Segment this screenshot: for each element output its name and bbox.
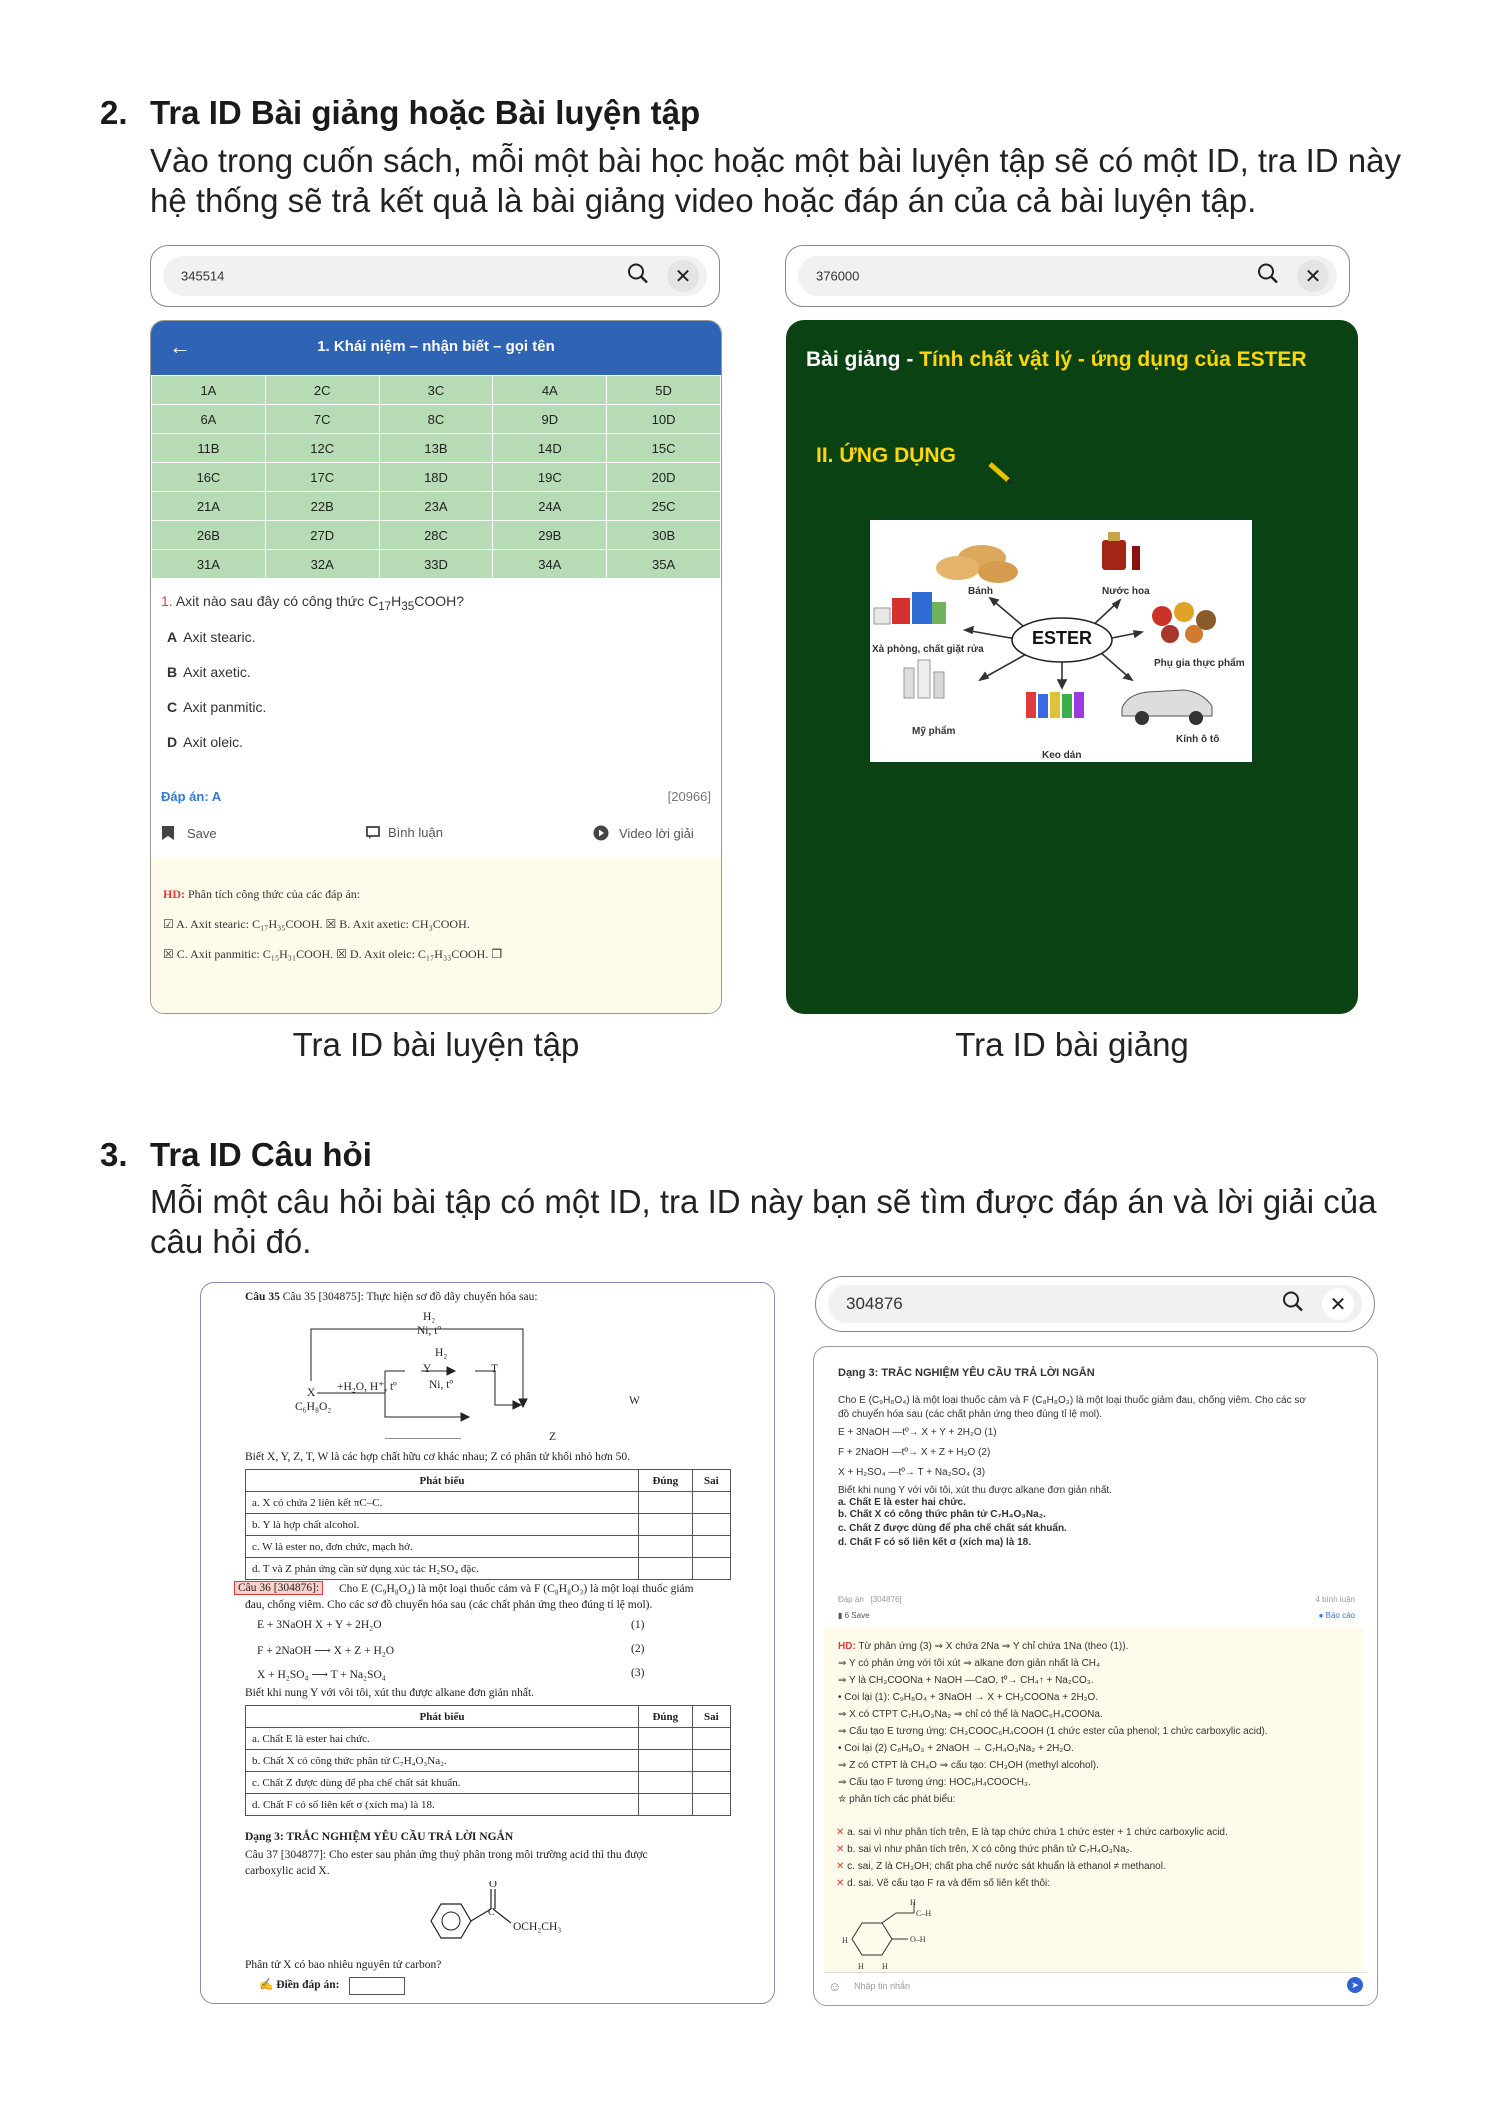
answer-cell: 31A bbox=[152, 550, 266, 579]
solution-line: ⇒ Cấu tạo E tương ứng: CH₃COOC₆H₄COOH (1 chức ester của phenol; 1 chức carboxylic acid). bbox=[838, 1726, 1268, 1737]
q36-highlight[interactable]: Câu 36 [304876]: bbox=[234, 1581, 323, 1595]
exercise-panel bbox=[150, 320, 722, 1014]
answer-cell: 15C bbox=[607, 434, 721, 463]
problem-line: d. Chất F có số liên kết σ (xích ma) là 18. bbox=[838, 1537, 1032, 1548]
answer-cell: 6A bbox=[152, 405, 266, 434]
svg-text:H: H bbox=[858, 1962, 864, 1971]
svg-text:H: H bbox=[842, 1936, 848, 1945]
exercise-search-bar bbox=[150, 245, 720, 307]
ester-structure bbox=[411, 1881, 551, 1951]
svg-text:C–H: C–H bbox=[916, 1909, 932, 1918]
problem-line: F + 2NaOH —tº→ X + Z + H₂O (2) bbox=[838, 1447, 991, 1458]
wrong-x-icon: ✕ bbox=[836, 1861, 848, 1872]
answer-cell: 25C bbox=[607, 492, 721, 521]
question-text: 1. Axit nào sau đây có công thức $C_{17}H_{35}COOH$? bbox=[161, 593, 465, 613]
wrong-statement-line: ✕ a. sai vì như phân tích trên, E là tạp chức chứa 1 chức ester + 1 chức carboxylic acid. bbox=[836, 1827, 1228, 1838]
answer-label: Đáp án: A bbox=[161, 789, 222, 804]
wrong-statement-line: ✕ d. sai. Vẽ cấu tạo F ra và đếm số liên kết thôi: bbox=[836, 1878, 1051, 1889]
close-icon[interactable]: ✕ bbox=[1297, 260, 1329, 292]
answer-table bbox=[151, 375, 721, 579]
answer-cell: 9D bbox=[493, 405, 607, 434]
answer-cell: 13B bbox=[379, 434, 493, 463]
problem-line: Biết khi nung Y với vôi tôi, xút thu được alkane đơn giản nhất. bbox=[838, 1485, 1112, 1496]
answer-row bbox=[152, 521, 721, 550]
answer-cell: 14D bbox=[493, 434, 607, 463]
answer-row bbox=[152, 463, 721, 492]
video-solution-button[interactable]: Video lời giải bbox=[593, 825, 694, 841]
answer-cell: 21A bbox=[152, 492, 266, 521]
answer-cell: 23A bbox=[379, 492, 493, 521]
search-icon[interactable] bbox=[1282, 1291, 1304, 1318]
report-button[interactable]: ● Báo cáo bbox=[1318, 1611, 1355, 1620]
mm-item-food-additive: Phụ gia thực phẩm bbox=[1154, 658, 1245, 669]
mm-item-cookies: Bánh bbox=[968, 586, 993, 597]
answer-cell: 7C bbox=[265, 405, 379, 434]
option-a[interactable]: A Axit stearic. bbox=[167, 629, 256, 645]
document-page: Câu 35 Câu 35 [304875]: Thực hiện sơ đồ dãy chuyển hóa sau: H₂ Ni, tº H₂ Ni, tº Y T +H₂O, H⁺, tº X C₆H₈O₂ W Z Biết X, Y, Z, T, W là các hợp chất hữu cơ khác nhau; Z có phân tử khối nhỏ hơn 50. Phát biểu Đúng Sai a. X có chứa 2 liên kết πC–C. b. Y là hợp chất alcohol. c. W là ester no, đơn chức, mạch hở. d. T và Z phản ứng cần sử dụng xúc tác H₂SO₄ đặc. Câu 36 [304876]: Cho E (C₉H₈O₄) là một loại thuốc cảm và F (C₈H₈O₃) là một loại thuốc giảm đau, chống viêm. Cho các sơ đồ chuyển hóa sau (các chất phản ứng theo đúng tỉ lệ mol). E + 3NaOH X + Y + 2H₂O (1) F + 2NaOH ⟶ X + Z + H₂O (2) X + H₂SO₄ ⟶ T + Na₂SO₄ (3) Biết khi nung Y với vôi tôi, xút thu được alkane đơn giản nhất. Phát biểu Đúng Sai a. Chất E là ester hai chức. b. Chất X có công thức phân tử C₇H₄O₃Na₂. c. Chất Z được dùng để pha chế chất sát khuẩn. d. Chất F có số liên kết σ (xích ma) là 18. Dạng 3: TRẮC NGHIỆM YÊU CẦU TRẢ LỜI NGẮN Câu 37 [304877]: Cho ester sau phản ứng thuỷ phân trong môi trường acid thì thu được carboxylic acid X. O C OCH₂CH₃ Phân tử X có bao nhiêu nguyên tử carbon? ✍ Điền đáp án: bbox=[200, 1282, 775, 2004]
lecture-title: Bài giảng - Tính chất vật lý - ứng dụng của ESTER bbox=[806, 348, 1307, 371]
exercise-header bbox=[151, 321, 721, 375]
comment-icon bbox=[366, 826, 380, 839]
section-2-body: Vào trong cuốn sách, mỗi một bài học hoặc một bài luyện tập sẽ có một ID, tra ID này hệ thống sẽ trả kết quả là bài giảng video hoặc đáp án của cả bài luyện tập. bbox=[150, 142, 1401, 219]
answer-cell: 35A bbox=[607, 550, 721, 579]
answer-cell: 22B bbox=[265, 492, 379, 521]
answer-cell: 33D bbox=[379, 550, 493, 579]
close-icon[interactable]: ✕ bbox=[1322, 1288, 1354, 1320]
reaction-scheme bbox=[261, 1309, 561, 1439]
problem-line: X + H₂SO₄ —tº→ T + Na₂SO₄ (3) bbox=[838, 1467, 986, 1478]
chat-input-bar bbox=[824, 1972, 1367, 1999]
f-structure bbox=[838, 1899, 938, 1973]
svg-text:O–H: O–H bbox=[910, 1935, 926, 1944]
answer-cell: 18D bbox=[379, 463, 493, 492]
wrong-x-icon: ✕ bbox=[836, 1844, 848, 1855]
option-c[interactable]: C Axit panmitic. bbox=[167, 699, 267, 715]
section-2-title: 2. Tra ID Bài giảng hoặc Bài luyện tập bbox=[100, 94, 701, 131]
play-icon bbox=[593, 825, 609, 841]
answer-cell: 10D bbox=[607, 405, 721, 434]
answer-input-box[interactable] bbox=[349, 1977, 405, 1995]
answer-cell: 24A bbox=[493, 492, 607, 521]
answer-cell: 26B bbox=[152, 521, 266, 550]
search-input[interactable]: 376000 ✕ bbox=[798, 256, 1337, 296]
mm-item-car-glass: Kính ô tô bbox=[1176, 734, 1220, 745]
answer-cell: 28C bbox=[379, 521, 493, 550]
exercise-title: 1. Khái niệm – nhận biết – gọi tên bbox=[317, 338, 555, 355]
send-icon[interactable]: ➤ bbox=[1347, 1977, 1363, 1993]
search-input[interactable]: 345514 ✕ bbox=[163, 256, 707, 296]
answer-cell: 8C bbox=[379, 405, 493, 434]
wrong-x-icon: ✕ bbox=[836, 1827, 848, 1838]
solution-line: ⇒ Z có CTPT là CH₄O ⇒ cấu tạo: CH₃OH (methyl alcohol). bbox=[838, 1760, 1099, 1771]
answer-cell: 19C bbox=[493, 463, 607, 492]
question-search-bar bbox=[815, 1276, 1375, 1332]
svg-text:O: O bbox=[489, 1881, 497, 1890]
answer-cell: 20D bbox=[607, 463, 721, 492]
answer-cell: 29B bbox=[493, 521, 607, 550]
problem-line: c. Chất Z được dùng để pha chế chất sát khuẩn. bbox=[838, 1523, 1067, 1534]
solution-box: HD: Phân tích công thức của các đáp án: ☑ A. Axit stearic: C₁₇H₃₅COOH. ☒ B. Axit axetic: CH₃COOH. ☒ C. Axit panmitic: C₁₅H₃₁COOH. ☒ D. Axit oleic: C₁₇H₃₃COOH. ❐ bbox=[151, 857, 721, 1013]
q35-text: Câu 35 Câu 35 [304875]: Thực hiện sơ đồ dãy chuyển hóa sau: bbox=[245, 1291, 538, 1303]
search-input[interactable]: 304876 ✕ bbox=[828, 1285, 1362, 1323]
answer-row bbox=[152, 492, 721, 521]
mm-item-detergent: Xà phòng, chất giặt rửa bbox=[872, 644, 984, 655]
answer-cell: 3C bbox=[379, 376, 493, 405]
statement-table-35: Phát biểu Đúng Sai a. X có chứa 2 liên kết πC–C. b. Y là hợp chất alcohol. c. W là ester no, đơn chức, mạch hở. d. T và Z phản ứng cần sử dụng xúc tác H₂SO₄ đặc. bbox=[245, 1469, 731, 1580]
lecture-heading: II. ỨNG DỤNG bbox=[816, 444, 956, 467]
ester-substituent: OCH₂CH₃ bbox=[513, 1921, 562, 1933]
problem-line: Cho E (C₉H₈O₄) là một loại thuốc cảm và F (C₈H₈O₃) là một loại thuốc giảm đau, chống viêm. Cho các sơ bbox=[838, 1395, 1306, 1406]
caption-lecture: Tra ID bài giảng bbox=[955, 1026, 1189, 1063]
answer-id: [20966] bbox=[667, 789, 711, 804]
answer-row bbox=[152, 376, 721, 405]
option-d[interactable]: D Axit oleic. bbox=[167, 734, 244, 750]
answer-cell: 30B bbox=[607, 521, 721, 550]
solution-line: ✮ phân tích các phát biểu: bbox=[838, 1794, 956, 1805]
answer-cell: 17C bbox=[265, 463, 379, 492]
answer-cell: 11B bbox=[152, 434, 266, 463]
answer-cell: 32A bbox=[265, 550, 379, 579]
answer-cell: 12C bbox=[265, 434, 379, 463]
problem-line: E + 3NaOH —tº→ X + Y + 2H₂O (1) bbox=[838, 1427, 997, 1438]
answer-row bbox=[152, 550, 721, 579]
section-2-number: 2. bbox=[100, 94, 128, 131]
answer-cell: 16C bbox=[152, 463, 266, 492]
option-b[interactable]: B Axit axetic. bbox=[167, 664, 251, 680]
close-icon[interactable]: ✕ bbox=[667, 260, 699, 292]
mm-item-cosmetics: Mỹ phẩm bbox=[912, 726, 956, 737]
svg-text:C: C bbox=[488, 1907, 495, 1918]
problem-line: b. Chất X có công thức phân tử C₇H₄O₃Na₂. bbox=[838, 1509, 1046, 1520]
svg-text:H: H bbox=[910, 1899, 916, 1907]
lecture-search-bar bbox=[785, 245, 1350, 307]
solution-panel: Dạng 3: TRẮC NGHIỆM YÊU CẦU TRẢ LỜI NGẮN Cho E (C₉H₈O₄) là một loại thuốc cảm và F (C₈H₈O₃) là một loại thuốc giảm đau, chống viêm. Cho các sơ đồ chuyển hóa sau (các chất phản ứng theo đúng tỉ lệ mol). E + 3NaOH —tº→ X + Y + 2H₂O (1) F + 2NaOH —tº→ X + Z + H₂O (2) X + H₂SO₄ —tº→ T + Na₂SO₄ (3) Biết khi nung Y với vôi tôi, xút thu được alkane đơn giản nhất. a. Chất E là ester hai chức. b. Chất X có công thức phân tử C₇H₄O₃Na₂. c. Chất Z được dùng để pha chế chất sát khuẩn. d. Chất F có số liên kết σ (xích ma) là 18. Đáp án [304876] 4 bình luận ▮ 6 Save ● Báo cáo HD: Từ phản ứng (3) ⇒ X chứa 2Na ⇒ Y chỉ chứa 1Na (theo (1)). ⇒ Y có phản ứng với tôi xút ⇒ alkane đơn giản nhất là CH₄ ⇒ Y là CH₃COONa + NaOH —CaO, tº→ CH₄↑ + Na₂CO₃. • Coi lại (1): C₉H₈O₄ + 3NaOH → X + CH₃COONa + 2H₂O. ⇒ X có CTPT C₇H₄O₃Na₂ ⇒ chỉ có thể là NaOC₆H₄COONa. ⇒ Cấu tạo E tương ứng: CH₃COOC₆H₄COOH (1 chức ester của phenol; 1 chức carboxylic acid). • Coi lại (2) C₈H₈O₃ + 2NaOH → C₇H₄O₃Na₂ + 2H₂O. ⇒ Z có CTPT là CH₄O ⇒ cấu tạo: CH₃OH (methyl alcohol). ⇒ Cấu tạo F tương ứng: HOC₆H₄COOCH₃. ✮ phân tích các phát biểu: ✕ a. sai vì như phân tích trên, E là tạp chức chứa 1 chức ester + 1 chức carboxylic acid. ✕ b. sai vì như phân tích trên, X có công thức phân tử C₇H₄O₃Na₂. ✕ c. sai, Z là CH₃OH; chất pha chế nước sát khuẩn là ethanol ≠ methanol. ✕ d. sai. Vẽ cấu tạo F ra và đếm số liên kết thôi: H C–H O–H H H H ☺ Nhập tin nhắn ➤ bbox=[813, 1346, 1378, 2006]
back-arrow-icon[interactable]: ← bbox=[169, 334, 191, 359]
answer-row bbox=[152, 434, 721, 463]
solution-line: ⇒ Cấu tạo F tương ứng: HOC₆H₄COOCH₃. bbox=[838, 1777, 1031, 1788]
chat-input[interactable]: Nhập tin nhắn bbox=[854, 1981, 911, 1991]
section-3-title: 3. Tra ID Câu hỏi bbox=[100, 1136, 372, 1173]
answer-cell: 34A bbox=[493, 550, 607, 579]
solution-line: • Coi lại (2) C₈H₈O₃ + 2NaOH → C₇H₄O₃Na₂ + 2H₂O. bbox=[838, 1743, 1074, 1754]
answer-cell: 1A bbox=[152, 376, 266, 405]
problem-line: đồ chuyển hóa sau (các chất phản ứng theo đúng tỉ lệ mol). bbox=[838, 1409, 1103, 1420]
answer-row bbox=[152, 405, 721, 434]
save-button[interactable]: ▮ 6 Save bbox=[838, 1611, 870, 1620]
solution-line: ⇒ X có CTPT C₇H₄O₃Na₂ ⇒ chỉ có thể là NaOC₆H₄COONa. bbox=[838, 1709, 1103, 1720]
wrong-statement-line: ✕ c. sai, Z là CH₃OH; chất pha chế nước sát khuẩn là ethanol ≠ methanol. bbox=[836, 1861, 1166, 1872]
caption-exercise: Tra ID bài luyện tập bbox=[292, 1026, 580, 1063]
search-icon[interactable] bbox=[627, 263, 649, 290]
ester-mindmap bbox=[870, 520, 1252, 762]
ester-center-label: ESTER bbox=[1032, 628, 1093, 648]
solution-line: ⇒ Y là CH₃COONa + NaOH —CaO, tº→ CH₄↑ + Na₂CO₃. bbox=[838, 1675, 1094, 1686]
answer-cell: 2C bbox=[265, 376, 379, 405]
section-3-number: 3. bbox=[100, 1136, 128, 1173]
mm-item-perfume: Nước hoa bbox=[1102, 586, 1150, 597]
wrong-statement-line: ✕ b. sai vì như phân tích trên, X có công thức phân tử C₇H₄O₃Na₂. bbox=[836, 1844, 1133, 1855]
lecture-panel bbox=[786, 320, 1358, 1014]
solution-line: • Coi lại (1): C₉H₈O₄ + 3NaOH → X + CH₃COONa + 2H₂O. bbox=[838, 1692, 1099, 1703]
mm-item-glue: Keo dán bbox=[1042, 750, 1082, 761]
section-3-body: Mỗi một câu hỏi bài tập có một ID, tra ID này bạn sẽ tìm được đáp án và lời giải của câu hỏi đó. bbox=[150, 1183, 1377, 1260]
svg-text:H: H bbox=[882, 1962, 888, 1971]
wrong-x-icon: ✕ bbox=[836, 1878, 848, 1889]
answer-cell: 5D bbox=[607, 376, 721, 405]
problem-line: a. Chất E là ester hai chức. bbox=[838, 1497, 966, 1508]
comment-button[interactable]: Bình luận bbox=[366, 825, 443, 840]
bookmark-icon bbox=[161, 825, 175, 841]
answer-cell: 27D bbox=[265, 521, 379, 550]
statement-table-36: Phát biểu Đúng Sai a. Chất E là ester hai chức. b. Chất X có công thức phân tử C₇H₄O₃Na₂. c. Chất Z được dùng để pha chế chất sát khuẩn. d. Chất F có số liên kết σ (xích ma) là 18. bbox=[245, 1705, 731, 1816]
pen-icon bbox=[986, 460, 1016, 486]
save-button[interactable]: Save bbox=[161, 825, 217, 841]
emoji-icon[interactable]: ☺ bbox=[828, 1979, 842, 1994]
answer-cell: 4A bbox=[493, 376, 607, 405]
search-icon[interactable] bbox=[1257, 263, 1279, 290]
solution-line: ⇒ Y có phản ứng với tôi xút ⇒ alkane đơn giản nhất là CH₄ bbox=[838, 1658, 1101, 1669]
